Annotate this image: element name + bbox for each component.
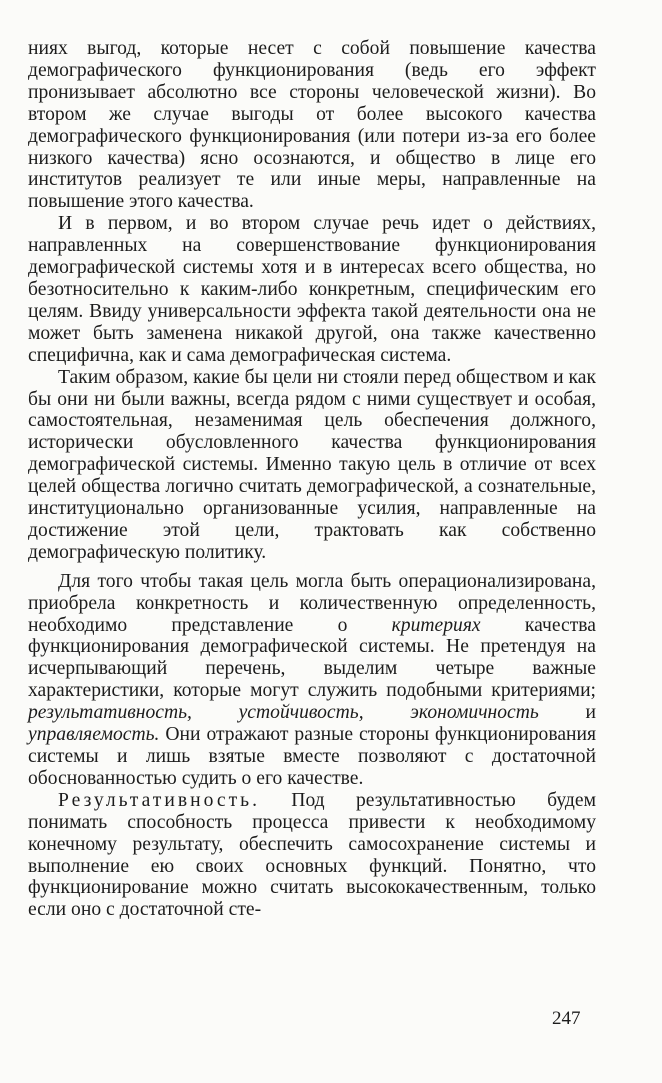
paragraph-p3 [28,367,596,564]
emphasis-text: результативность, устойчивость, экономичность [28,702,539,724]
paragraph-p2 [28,213,596,366]
text-run: Для того чтобы такая цель могла быть операционализирована, приобрела конкретность и количественную определенность, необходимо представление о [28,570,596,636]
paragraph-p1 [28,38,596,213]
paragraph-p5 [28,790,596,921]
emphasis-text: критериях [391,614,481,636]
emphasis-text: управляемость. [28,724,160,746]
text-run: Под результативностью будем понимать способность процесса привести к необходимому конечному результату, обеспечить самосохранение системы и выполнение ею своих основных функций. Понятно, что функционирование можно считать высококачественным, только если оно с достаточной сте- [28,789,596,921]
page-body [28,38,596,921]
text-run: Они отражают разные стороны функционирования системы и лишь взятые вместе позволяют с достаточной обоснованностью судить о его качестве. [28,724,596,789]
text-run: Таким образом, какие бы цели ни стояли перед обществом и как бы они ни были важны, всегда рядом с ними существует и особая, самостоятельная, незаменимая цель обеспечения должного, исторически обусловленного качества функционирования демографической системы. Именно такую цель в отличие от всех целей общества логично считать демографической, а сознательные, институционально организованные усилия, направленные на достижение этой цели, трактовать как собственно демографическую политику. [28,366,596,563]
text-run: И в первом, и во втором случае речь идет о действиях, направленных на совершенствование функционирования демографической системы хотя и в интересах всего общества, но безотносительно к каким-либо конкретным, специфическим его целям. Ввиду универсальности эффекта такой деятельности она не может быть заменена никакой другой, она также качественно специфична, как и сама демографическая система. [28,213,596,366]
text-run: ниях выгод, которые несет с собой повышение качества демографического функционирования (ведь его эффект пронизывает абсолютно все стороны человеческой жизни). Во втором же случае выгоды от более высокого качества демографического функционирования (или потери из-за его более низкого качества) ясно осознаются, и общество в лице его институтов реализует те или иные меры, направленные на повышение этого качества. [28,38,596,213]
paragraph-p4 [28,571,596,790]
spaced-heading-text: Результативность. [58,789,260,811]
text-run: и [538,702,596,724]
page-number: 247 [552,1008,581,1029]
text-run: качества функционирования демографической системы. Не претендуя на исчерпывающий перечень, выделим четыре важные характеристики, которые могут служить подобными критериями; [28,614,596,702]
